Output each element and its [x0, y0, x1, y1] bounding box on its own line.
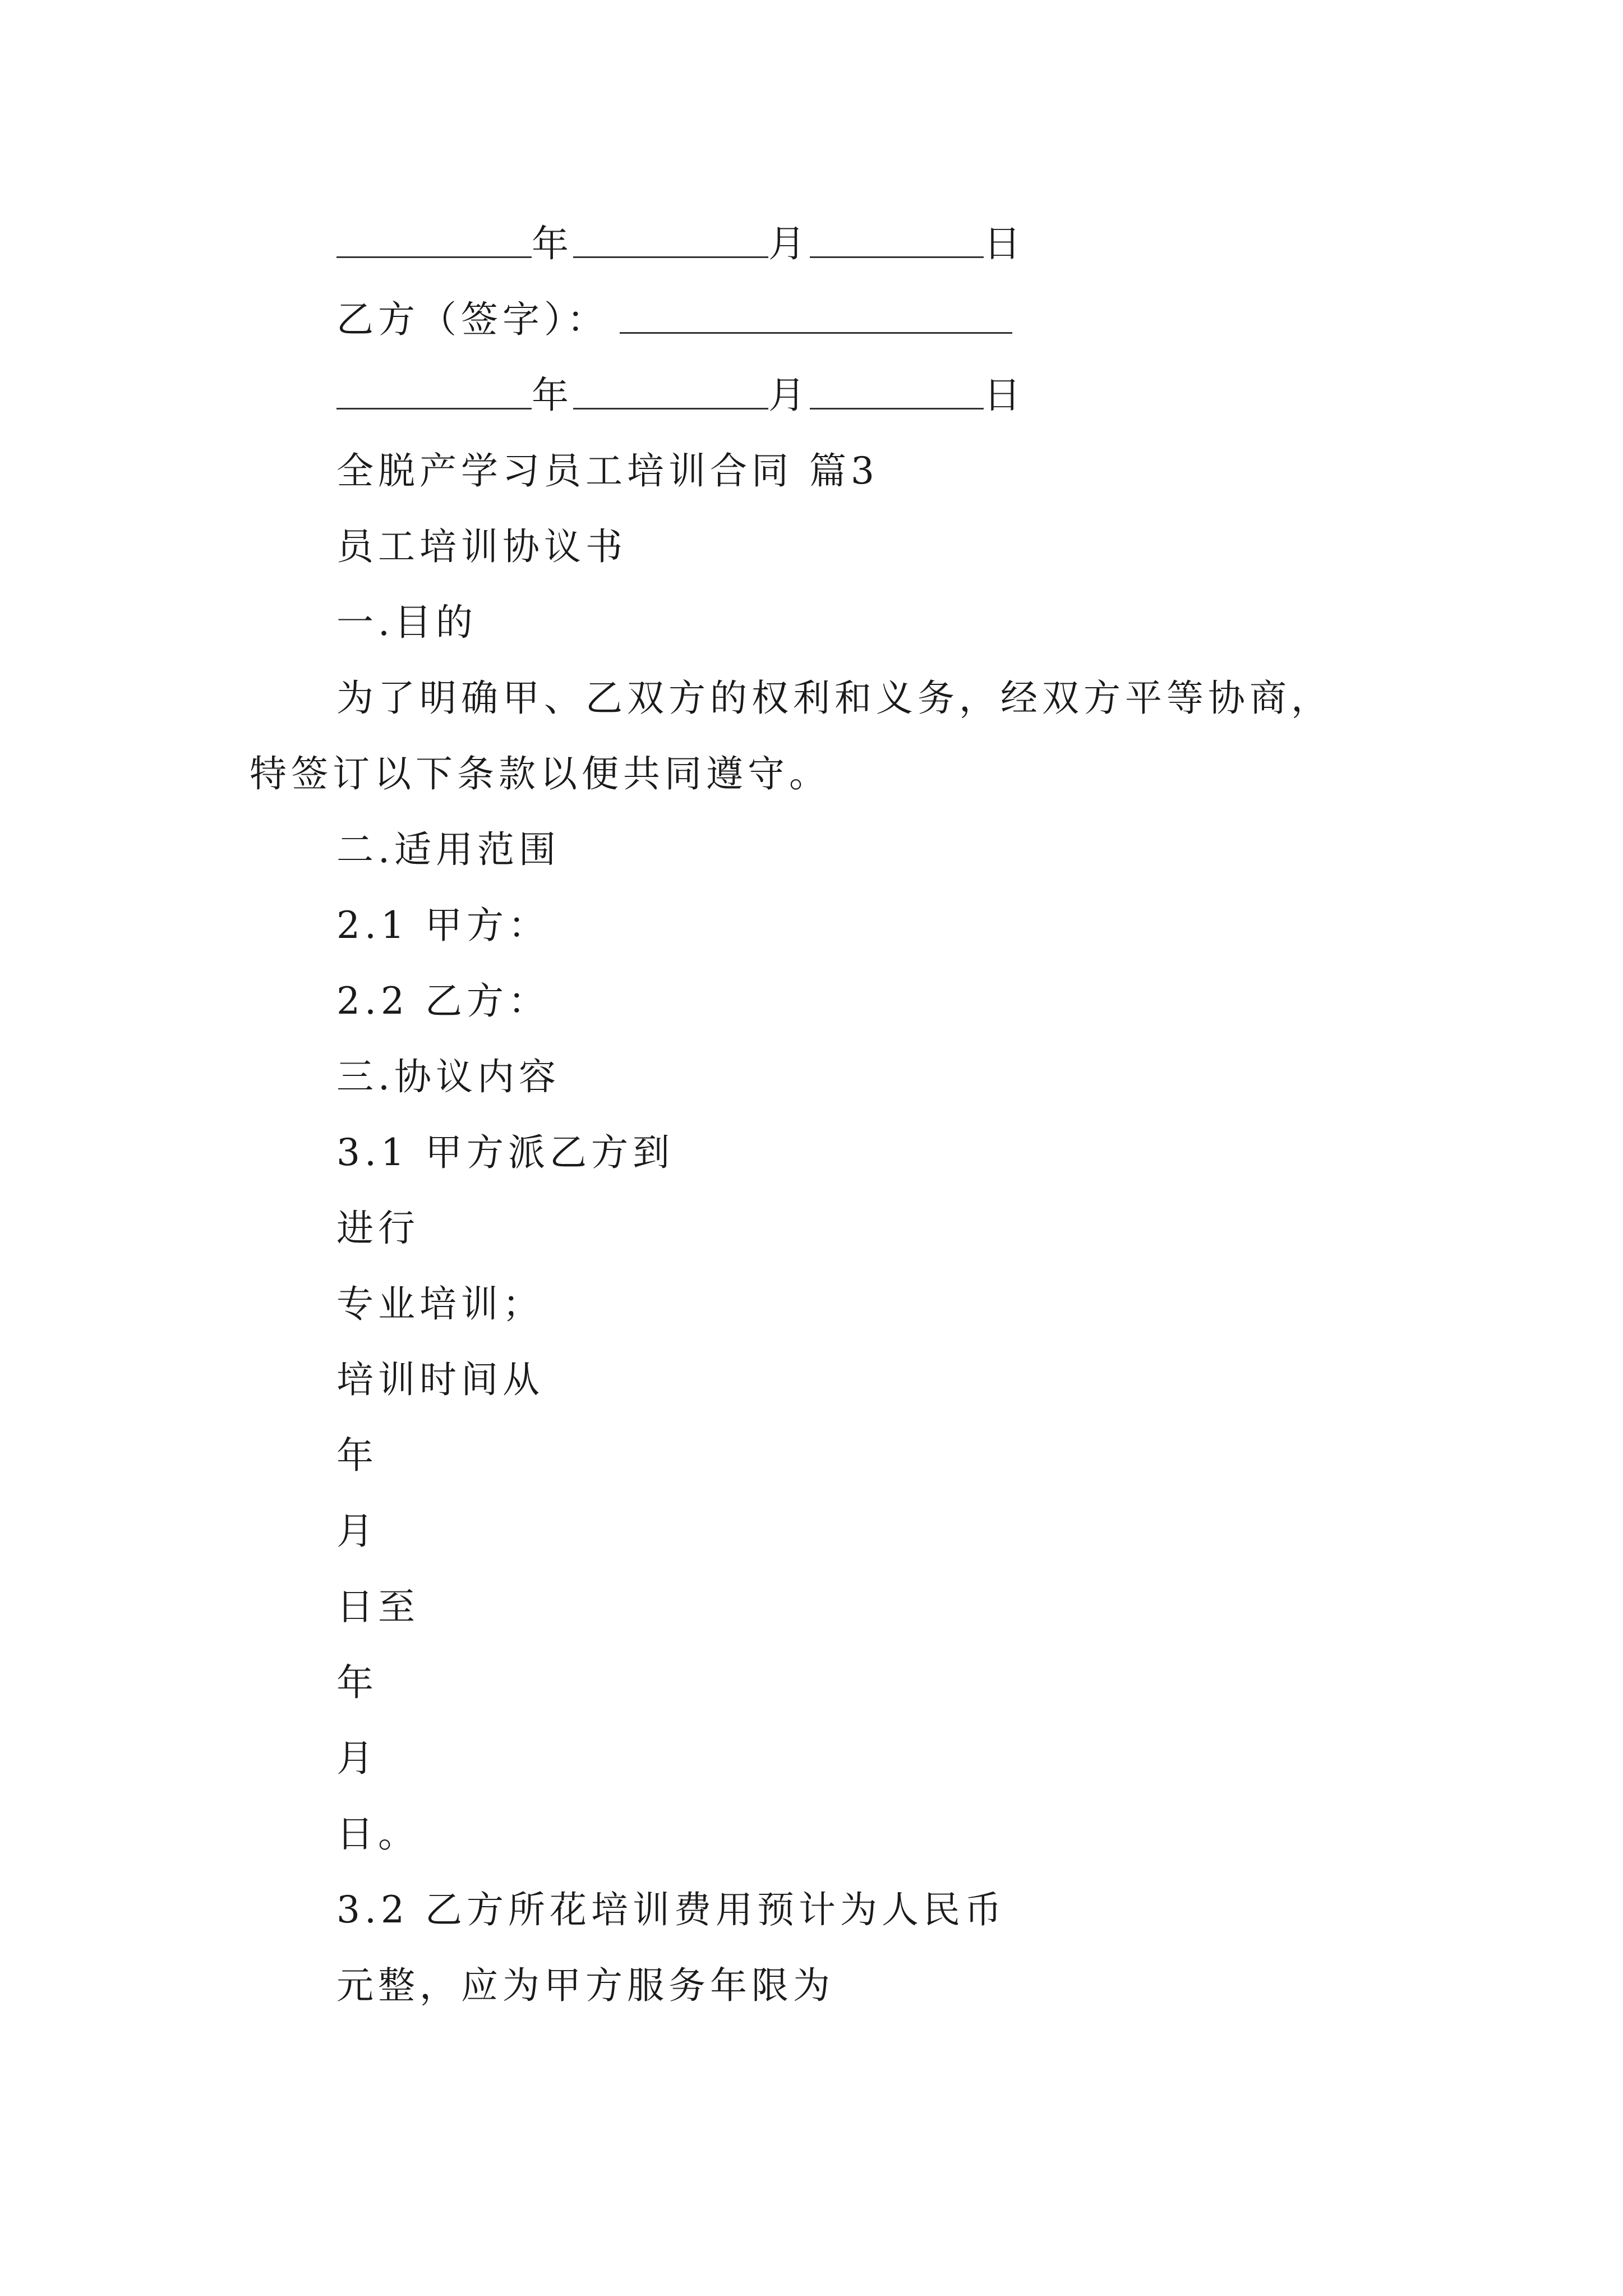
- clause-3-1-line-a: 进行: [336, 1207, 419, 1250]
- clause-3-2: 3.2 乙方所花培训费用预计为人民币: [336, 1888, 1006, 1931]
- clause-3-1-line-i: 日。: [336, 1812, 419, 1856]
- signature-line-b: [336, 297, 1012, 342]
- clause-3-1-line-e: 月: [336, 1510, 378, 1553]
- date-line-1: [336, 222, 1025, 266]
- signature-label: 乙方（签字）：: [336, 298, 608, 341]
- day-label: 日: [984, 374, 1025, 417]
- year-blank: [336, 222, 532, 258]
- section-heading: 全脱产学习员工培训合同 篇3: [336, 449, 879, 493]
- day-blank: [810, 222, 984, 258]
- clause-3-1-line-h: 月: [336, 1737, 378, 1780]
- year-label: 年: [532, 374, 573, 417]
- month-blank: [573, 222, 768, 258]
- day-label: 日: [984, 222, 1025, 265]
- section-1-paragraph-line-2: 特签订以下条款以便共同遵守。: [250, 752, 831, 795]
- section-3-heading: 三.协议内容: [336, 1055, 560, 1098]
- clause-3-1-line-f: 日至: [336, 1585, 419, 1628]
- month-label: 月: [768, 222, 810, 265]
- section-1-heading: 一.目的: [336, 601, 477, 644]
- signature-blank: [620, 297, 1012, 334]
- month-blank: [573, 373, 768, 409]
- year-blank: [336, 373, 532, 409]
- party-a-field: 2.1 甲方：: [336, 904, 550, 947]
- date-line-2: [336, 373, 1025, 418]
- clause-3-2-line-a: 元整，应为甲方服务年限为: [336, 1964, 834, 2007]
- day-blank: [810, 373, 984, 409]
- clause-3-1-line-d: 年: [336, 1434, 378, 1477]
- section-2-heading: 二.适用范围: [336, 828, 560, 871]
- clause-3-1-line-b: 专业培训；: [336, 1282, 544, 1326]
- section-1-paragraph-line-1: 为了明确甲、乙双方的权利和义务，经双方平等协商，: [336, 677, 1332, 720]
- clause-3-1-line-c: 培训时间从: [336, 1358, 544, 1401]
- document-title: 员工培训协议书: [336, 525, 627, 568]
- year-label: 年: [532, 222, 573, 265]
- clause-3-1-line-g: 年: [336, 1661, 378, 1704]
- clause-3-1: 3.1 甲方派乙方到: [336, 1131, 674, 1174]
- party-b-field: 2.2 乙方：: [336, 979, 550, 1023]
- month-label: 月: [768, 374, 810, 417]
